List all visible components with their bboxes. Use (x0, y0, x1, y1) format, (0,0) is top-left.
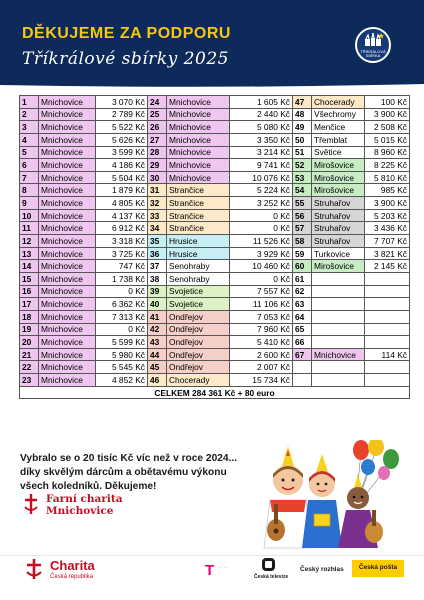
entry-amount: 2 600 Kč (230, 348, 293, 361)
entry-number: 13 (20, 247, 39, 260)
table-row (20, 209, 410, 222)
entry-amount: 5 810 Kč (365, 171, 410, 184)
table-row (20, 336, 410, 349)
entry-place: Ondřejov (167, 361, 230, 374)
ceska-posta-logo (352, 560, 404, 577)
entry-amount: 5 410 Kč (230, 336, 293, 349)
entry-amount: 10 076 Kč (230, 171, 293, 184)
entry-amount: 1 879 Kč (96, 184, 148, 197)
entry-place: Mnichovice (39, 374, 96, 387)
entry-place: Mnichovice (167, 121, 230, 134)
table-row (20, 133, 410, 146)
entry-place: Strančice (167, 209, 230, 222)
entry-place: Mirošovice (312, 184, 365, 197)
entry-number: 33 (148, 209, 167, 222)
entry-place: Strančice (167, 184, 230, 197)
entry-amount: 5 203 Kč (365, 209, 410, 222)
trikralova-sbirka-logo (355, 27, 391, 63)
total-row (20, 386, 410, 399)
donation-table (19, 95, 410, 399)
entry-number: 24 (148, 96, 167, 109)
entry-number: 67 (293, 348, 312, 361)
entry-amount: 7 707 Kč (365, 235, 410, 248)
farni-charita-logo (46, 493, 123, 517)
entry-place: Mnichovice (39, 235, 96, 248)
entry-place: Mnichovice (167, 108, 230, 121)
entry-place: Chocerady (312, 96, 365, 109)
entry-amount: 15 734 Kč (230, 374, 293, 387)
table-row (20, 247, 410, 260)
entry-number: 9 (20, 197, 39, 210)
entry-amount: 5 522 Kč (96, 121, 148, 134)
footer-divider (0, 555, 424, 556)
farni-charita-line: Mnichovice (46, 505, 114, 517)
carol-singers-illustration (258, 440, 408, 552)
table-row (20, 348, 410, 361)
entry-place: Ondřejov (167, 323, 230, 336)
entry-number: 50 (293, 133, 312, 146)
entry-place: Mnichovice (39, 184, 96, 197)
entry-place: Mnichovice (39, 197, 96, 210)
ceska-televize-icon (262, 558, 275, 571)
ceska-posta-label: Česká pošta (358, 564, 398, 571)
entry-place: Mnichovice (39, 260, 96, 273)
thanks-line: Vybralo se o 20 tisíc Kč víc než v roce 2024... (20, 453, 238, 464)
entry-number: 5 (20, 146, 39, 159)
entry-amount: 2 440 Kč (230, 108, 293, 121)
entry-amount: 5 015 Kč (365, 133, 410, 146)
entry-number: 36 (148, 247, 167, 260)
entry-place (312, 336, 365, 349)
entry-amount (365, 361, 410, 374)
entry-place: Senohraby (167, 272, 230, 285)
entry-amount (365, 310, 410, 323)
entry-amount: 0 Kč (230, 222, 293, 235)
entry-amount: 5 224 Kč (230, 184, 293, 197)
page-subtitle: Tříkrálové sbírky 2025 (22, 49, 229, 69)
entry-place: Světice (312, 146, 365, 159)
entry-amount: 4 186 Kč (96, 159, 148, 172)
entry-amount: 5 545 Kč (96, 361, 148, 374)
entry-place: Mnichovice (39, 348, 96, 361)
entry-place: Mnichovice (39, 108, 96, 121)
entry-amount: 8 225 Kč (365, 159, 410, 172)
entry-place: Mnichovice (39, 323, 96, 336)
entry-place: Turkovice (312, 247, 365, 260)
entry-number: 42 (148, 323, 167, 336)
entry-amount: 8 960 Kč (365, 146, 410, 159)
entry-number: 61 (293, 272, 312, 285)
entry-amount: 3 725 Kč (96, 247, 148, 260)
entry-place: Svojetice (167, 285, 230, 298)
entry-place: Mnichovice (39, 298, 96, 311)
entry-place: Hrusice (167, 247, 230, 260)
farni-charita-line: Farní charita (46, 493, 123, 505)
entry-number: 25 (148, 108, 167, 121)
entry-amount (365, 336, 410, 349)
entry-place: Mirošovice (312, 159, 365, 172)
entry-number: 2 (20, 108, 39, 121)
entry-number: 11 (20, 222, 39, 235)
entry-place: Svojetice (167, 298, 230, 311)
entry-number: 8 (20, 184, 39, 197)
entry-place: Ondřejov (167, 348, 230, 361)
entry-number: 37 (148, 260, 167, 273)
entry-amount: 3 318 Kč (96, 235, 148, 248)
telekom-logo: T (205, 562, 215, 579)
entry-amount: 2 007 Kč (230, 361, 293, 374)
header-wave (0, 82, 424, 88)
entry-place: Strančice (167, 222, 230, 235)
entry-amount: 1 605 Kč (230, 96, 293, 109)
entry-number: 1 (20, 96, 39, 109)
entry-amount: 11 526 Kč (230, 235, 293, 248)
entry-amount: 6 912 Kč (96, 222, 148, 235)
table-row (20, 171, 410, 184)
table-row (20, 374, 410, 387)
entry-number: 63 (293, 298, 312, 311)
entry-amount: 3 252 Kč (230, 197, 293, 210)
entry-amount: 100 Kč (365, 96, 410, 109)
table-row (20, 298, 410, 311)
entry-amount: 0 Kč (96, 285, 148, 298)
entry-number: 46 (148, 374, 167, 387)
entry-amount: 2 508 Kč (365, 121, 410, 134)
entry-place: Mnichovice (167, 171, 230, 184)
entry-number: 18 (20, 310, 39, 323)
entry-place: Mnichovice (39, 336, 96, 349)
entry-amount (365, 272, 410, 285)
entry-number: 59 (293, 247, 312, 260)
entry-amount: 9 741 Kč (230, 159, 293, 172)
table-row (20, 272, 410, 285)
entry-amount: 5 599 Kč (96, 336, 148, 349)
entry-number: 39 (148, 285, 167, 298)
entry-place: Struhařov (312, 235, 365, 248)
entry-place: Mirošovice (312, 260, 365, 273)
entry-place (312, 374, 365, 387)
entry-number: 15 (20, 272, 39, 285)
table-row (20, 222, 410, 235)
entry-place: Mnichovice (39, 222, 96, 235)
entry-place: Mnichovice (39, 96, 96, 109)
entry-place (312, 285, 365, 298)
entry-amount: 5 080 Kč (230, 121, 293, 134)
entry-number: 20 (20, 336, 39, 349)
table-row (20, 285, 410, 298)
entry-number: 35 (148, 235, 167, 248)
cesky-rozhlas-logo: Český rozhlas (300, 566, 344, 573)
entry-number: 10 (20, 209, 39, 222)
entry-place: Mnichovice (167, 146, 230, 159)
entry-amount: 2 789 Kč (96, 108, 148, 121)
entry-amount (365, 285, 410, 298)
entry-place: Strančice (167, 197, 230, 210)
entry-place: Všechromy (312, 108, 365, 121)
entry-number: 64 (293, 310, 312, 323)
entry-amount: 3 070 Kč (96, 96, 148, 109)
entry-amount: 0 Kč (96, 323, 148, 336)
entry-number: 66 (293, 336, 312, 349)
entry-place: Ondřejov (167, 310, 230, 323)
entry-amount (365, 374, 410, 387)
entry-place: Mnichovice (167, 133, 230, 146)
entry-number: 6 (20, 159, 39, 172)
entry-amount (365, 323, 410, 336)
entry-number: 22 (20, 361, 39, 374)
entry-number: 29 (148, 159, 167, 172)
entry-place: Ondřejov (167, 336, 230, 349)
entry-place (312, 310, 365, 323)
table-row (20, 121, 410, 134)
entry-place: Hrusice (167, 235, 230, 248)
entry-place: Mnichovice (39, 285, 96, 298)
entry-number: 21 (20, 348, 39, 361)
table-row (20, 96, 410, 109)
entry-number: 45 (148, 361, 167, 374)
entry-number: 51 (293, 146, 312, 159)
entry-number: 7 (20, 171, 39, 184)
entry-number: 23 (20, 374, 39, 387)
entry-place: Mirošovice (312, 171, 365, 184)
entry-amount: 114 Kč (365, 348, 410, 361)
table-row (20, 146, 410, 159)
entry-place: Struhařov (312, 222, 365, 235)
entry-amount: 7 053 Kč (230, 310, 293, 323)
header-banner (0, 0, 424, 82)
entry-number: 56 (293, 209, 312, 222)
entry-place: Mnichovice (39, 159, 96, 172)
entry-place: Struhařov (312, 197, 365, 210)
entry-amount: 3 929 Kč (230, 247, 293, 260)
entry-amount: 4 852 Kč (96, 374, 148, 387)
entry-place (312, 323, 365, 336)
entry-number: 3 (20, 121, 39, 134)
entry-amount: 5 980 Kč (96, 348, 148, 361)
entry-place (312, 298, 365, 311)
entry-number: 57 (293, 222, 312, 235)
entry-number: 55 (293, 197, 312, 210)
entry-amount: 10 460 Kč (230, 260, 293, 273)
entry-number: 43 (148, 336, 167, 349)
badge-text: TŘÍKRÁLOVÁ SBÍRKA (360, 49, 386, 58)
page-title: DĚKUJEME ZA PODPORU (22, 25, 231, 42)
entry-number (293, 361, 312, 374)
thanks-line: díky skvělým dárcům a obětavému výkonu (20, 467, 227, 478)
entry-amount: 0 Kč (230, 209, 293, 222)
table-row (20, 260, 410, 273)
entry-amount: 4 137 Kč (96, 209, 148, 222)
entry-amount: 3 350 Kč (230, 133, 293, 146)
entry-number: 19 (20, 323, 39, 336)
entry-number: 34 (148, 222, 167, 235)
table-row (20, 361, 410, 374)
charita-logo-icon (24, 558, 44, 580)
entry-number: 31 (148, 184, 167, 197)
entry-place: Třemblat (312, 133, 365, 146)
entry-amount: 7 313 Kč (96, 310, 148, 323)
entry-number: 40 (148, 298, 167, 311)
entry-number: 16 (20, 285, 39, 298)
entry-place (312, 272, 365, 285)
entry-place: Chocerady (167, 374, 230, 387)
entry-place: Mnichovice (39, 209, 96, 222)
entry-number: 14 (20, 260, 39, 273)
entry-number (293, 374, 312, 387)
entry-amount: 3 821 Kč (365, 247, 410, 260)
entry-place: Mnichovice (39, 133, 96, 146)
entry-number: 32 (148, 197, 167, 210)
entry-place: Mnichovice (312, 348, 365, 361)
entry-amount: 7 557 Kč (230, 285, 293, 298)
entry-number: 12 (20, 235, 39, 248)
charita-cr-logo (50, 559, 95, 581)
entry-amount: 1 738 Kč (96, 272, 148, 285)
table-row (20, 235, 410, 248)
table-row (20, 184, 410, 197)
entry-number: 47 (293, 96, 312, 109)
entry-number: 48 (293, 108, 312, 121)
entry-number: 58 (293, 235, 312, 248)
entry-place: Mnichovice (167, 96, 230, 109)
entry-number: 65 (293, 323, 312, 336)
ceska-televize-label: Česká televize (254, 574, 289, 580)
entry-place: Mnichovice (167, 159, 230, 172)
entry-number: 41 (148, 310, 167, 323)
thanks-line: všech koledníků. Děkujeme! (20, 481, 157, 492)
entry-place: Mnichovice (39, 272, 96, 285)
entry-amount: 5 504 Kč (96, 171, 148, 184)
entry-place: Mnichovice (39, 310, 96, 323)
entry-number: 54 (293, 184, 312, 197)
entry-number: 52 (293, 159, 312, 172)
entry-amount: 3 900 Kč (365, 197, 410, 210)
entry-number: 26 (148, 121, 167, 134)
entry-amount: 3 599 Kč (96, 146, 148, 159)
table-row (20, 108, 410, 121)
entry-amount: 5 626 Kč (96, 133, 148, 146)
entry-amount: 3 436 Kč (365, 222, 410, 235)
entry-number: 62 (293, 285, 312, 298)
entry-amount: 747 Kč (96, 260, 148, 273)
entry-number: 60 (293, 260, 312, 273)
thanks-message (20, 452, 237, 494)
entry-amount: 0 Kč (230, 272, 293, 285)
entry-amount: 4 805 Kč (96, 197, 148, 210)
entry-amount: 11 106 Kč (230, 298, 293, 311)
entry-amount: 985 Kč (365, 184, 410, 197)
entry-place: Struhařov (312, 209, 365, 222)
entry-number: 30 (148, 171, 167, 184)
telekom-dots: · · (219, 565, 228, 571)
entry-amount: 3 900 Kč (365, 108, 410, 121)
entry-place: Mnichovice (39, 146, 96, 159)
entry-number: 28 (148, 146, 167, 159)
entry-number: 27 (148, 133, 167, 146)
entry-place: Menčice (312, 121, 365, 134)
table-row (20, 197, 410, 210)
entry-amount (365, 298, 410, 311)
entry-place: Senohraby (167, 260, 230, 273)
entry-amount: 3 214 Kč (230, 146, 293, 159)
charita-sub-label: Česká republika (50, 574, 94, 580)
entry-amount: 6 362 Kč (96, 298, 148, 311)
entry-number: 17 (20, 298, 39, 311)
entry-place: Mnichovice (39, 361, 96, 374)
entry-number: 38 (148, 272, 167, 285)
charita-main-label: Charita (50, 558, 95, 573)
entry-place: Mnichovice (39, 121, 96, 134)
entry-number: 44 (148, 348, 167, 361)
entry-number: 49 (293, 121, 312, 134)
table-row (20, 159, 410, 172)
table-row (20, 323, 410, 336)
entry-place: Mnichovice (39, 247, 96, 260)
total-amount: CELKEM 284 361 Kč + 80 euro (20, 386, 410, 399)
entry-number: 4 (20, 133, 39, 146)
charita-cross-icon (22, 493, 40, 515)
entry-place: Mnichovice (39, 171, 96, 184)
entry-number: 53 (293, 171, 312, 184)
table-row (20, 310, 410, 323)
entry-amount: 7 960 Kč (230, 323, 293, 336)
entry-amount: 2 145 Kč (365, 260, 410, 273)
entry-place (312, 361, 365, 374)
